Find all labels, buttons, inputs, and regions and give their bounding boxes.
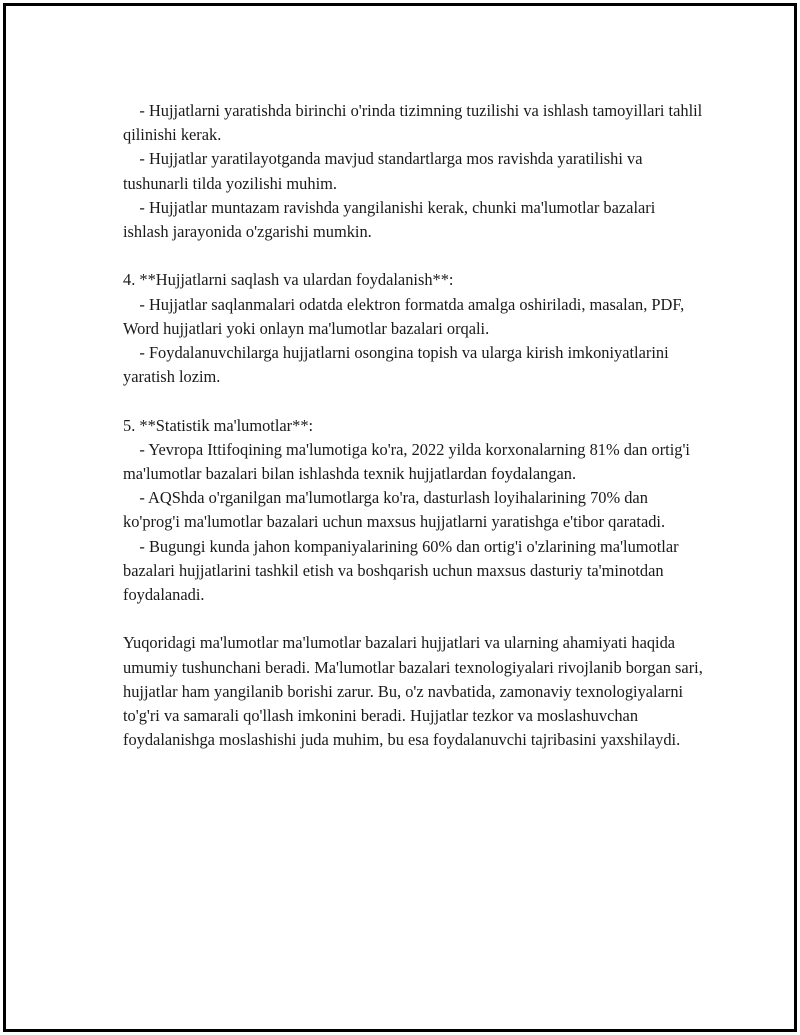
- section-heading: 4. **Hujjatlarni saqlash va ulardan foydalanish**:: [123, 270, 454, 290]
- paragraph-gap: [123, 244, 703, 268]
- bullet-item: - Yevropa Ittifoqining ma'lumotiga ko'ra, 2022 yilda korxonalarning 81% dan ortig'i ma'lumotlar bazalari bilan ishlashda texnik hujjatlardan foydalangan.: [123, 439, 695, 484]
- page-frame: [3, 3, 797, 1032]
- document-body: [123, 99, 707, 752]
- paragraph-gap: [123, 607, 703, 631]
- conclusion-paragraph: Yuqoridagi ma'lumotlar ma'lumotlar bazalari hujjatlari va ularning ahamiyati haqida umumiy tushunchani beradi. Ma'lumotlar bazalari texnologiyalari rivojlanib borgan sari, hujjatlar ham yangilanib borishi zarur. Bu, o'z navbatida, zamonaviy texnologiyalarni to'g'ri va samarali qo'llash imkonini beradi. Hujjatlar tezkor va moslashuvchan foydalanishga moslashishi juda muhim, bu esa foydalanuvchi tajribasini yaxshilaydi.: [123, 633, 707, 750]
- bullet-item: - Hujjatlar muntazam ravishda yangilanishi kerak, chunki ma'lumotlar bazalari ishlash jarayonida o'zgarishi mumkin.: [123, 197, 660, 242]
- bullet-item: - Bugungi kunda jahon kompaniyalarining 60% dan ortig'i o'zlarining ma'lumotlar bazalari hujjatlarini tashkil etish va boshqarish uchun maxsus dasturiy ta'minotdan foydalanadi.: [123, 536, 683, 605]
- bullet-item: - Hujjatlar saqlanmalari odatda elektron formatda amalga oshiriladi, masalan, PDF, Word hujjatlari yoki onlayn ma'lumotlar bazalari orqali.: [123, 294, 689, 338]
- bullet-item: - Hujjatlarni yaratishda birinchi o'rinda tizimning tuzilishi va ishlash tamoyillari tahlil qilinishi kerak.: [123, 101, 707, 145]
- bullet-item: - Foydalanuvchilarga hujjatlarni osongina topish va ularga kirish imkoniyatlarini yaratish lozim.: [123, 343, 673, 387]
- paragraph-gap: [123, 389, 703, 413]
- section-heading: 5. **Statistik ma'lumotlar**:: [123, 415, 314, 435]
- bullet-item: - AQShda o'rganilgan ma'lumotlarga ko'ra, dasturlash loyihalarining 70% dan ko'prog'i ma'lumotlar bazalari uchun maxsus hujjatlarni yaratishga e'tibor qaratadi.: [123, 488, 666, 532]
- bullet-item: - Hujjatlar yaratilayotganda mavjud standartlarga mos ravishda yaratilishi va tushunarli tilda yozilishi muhim.: [123, 149, 647, 193]
